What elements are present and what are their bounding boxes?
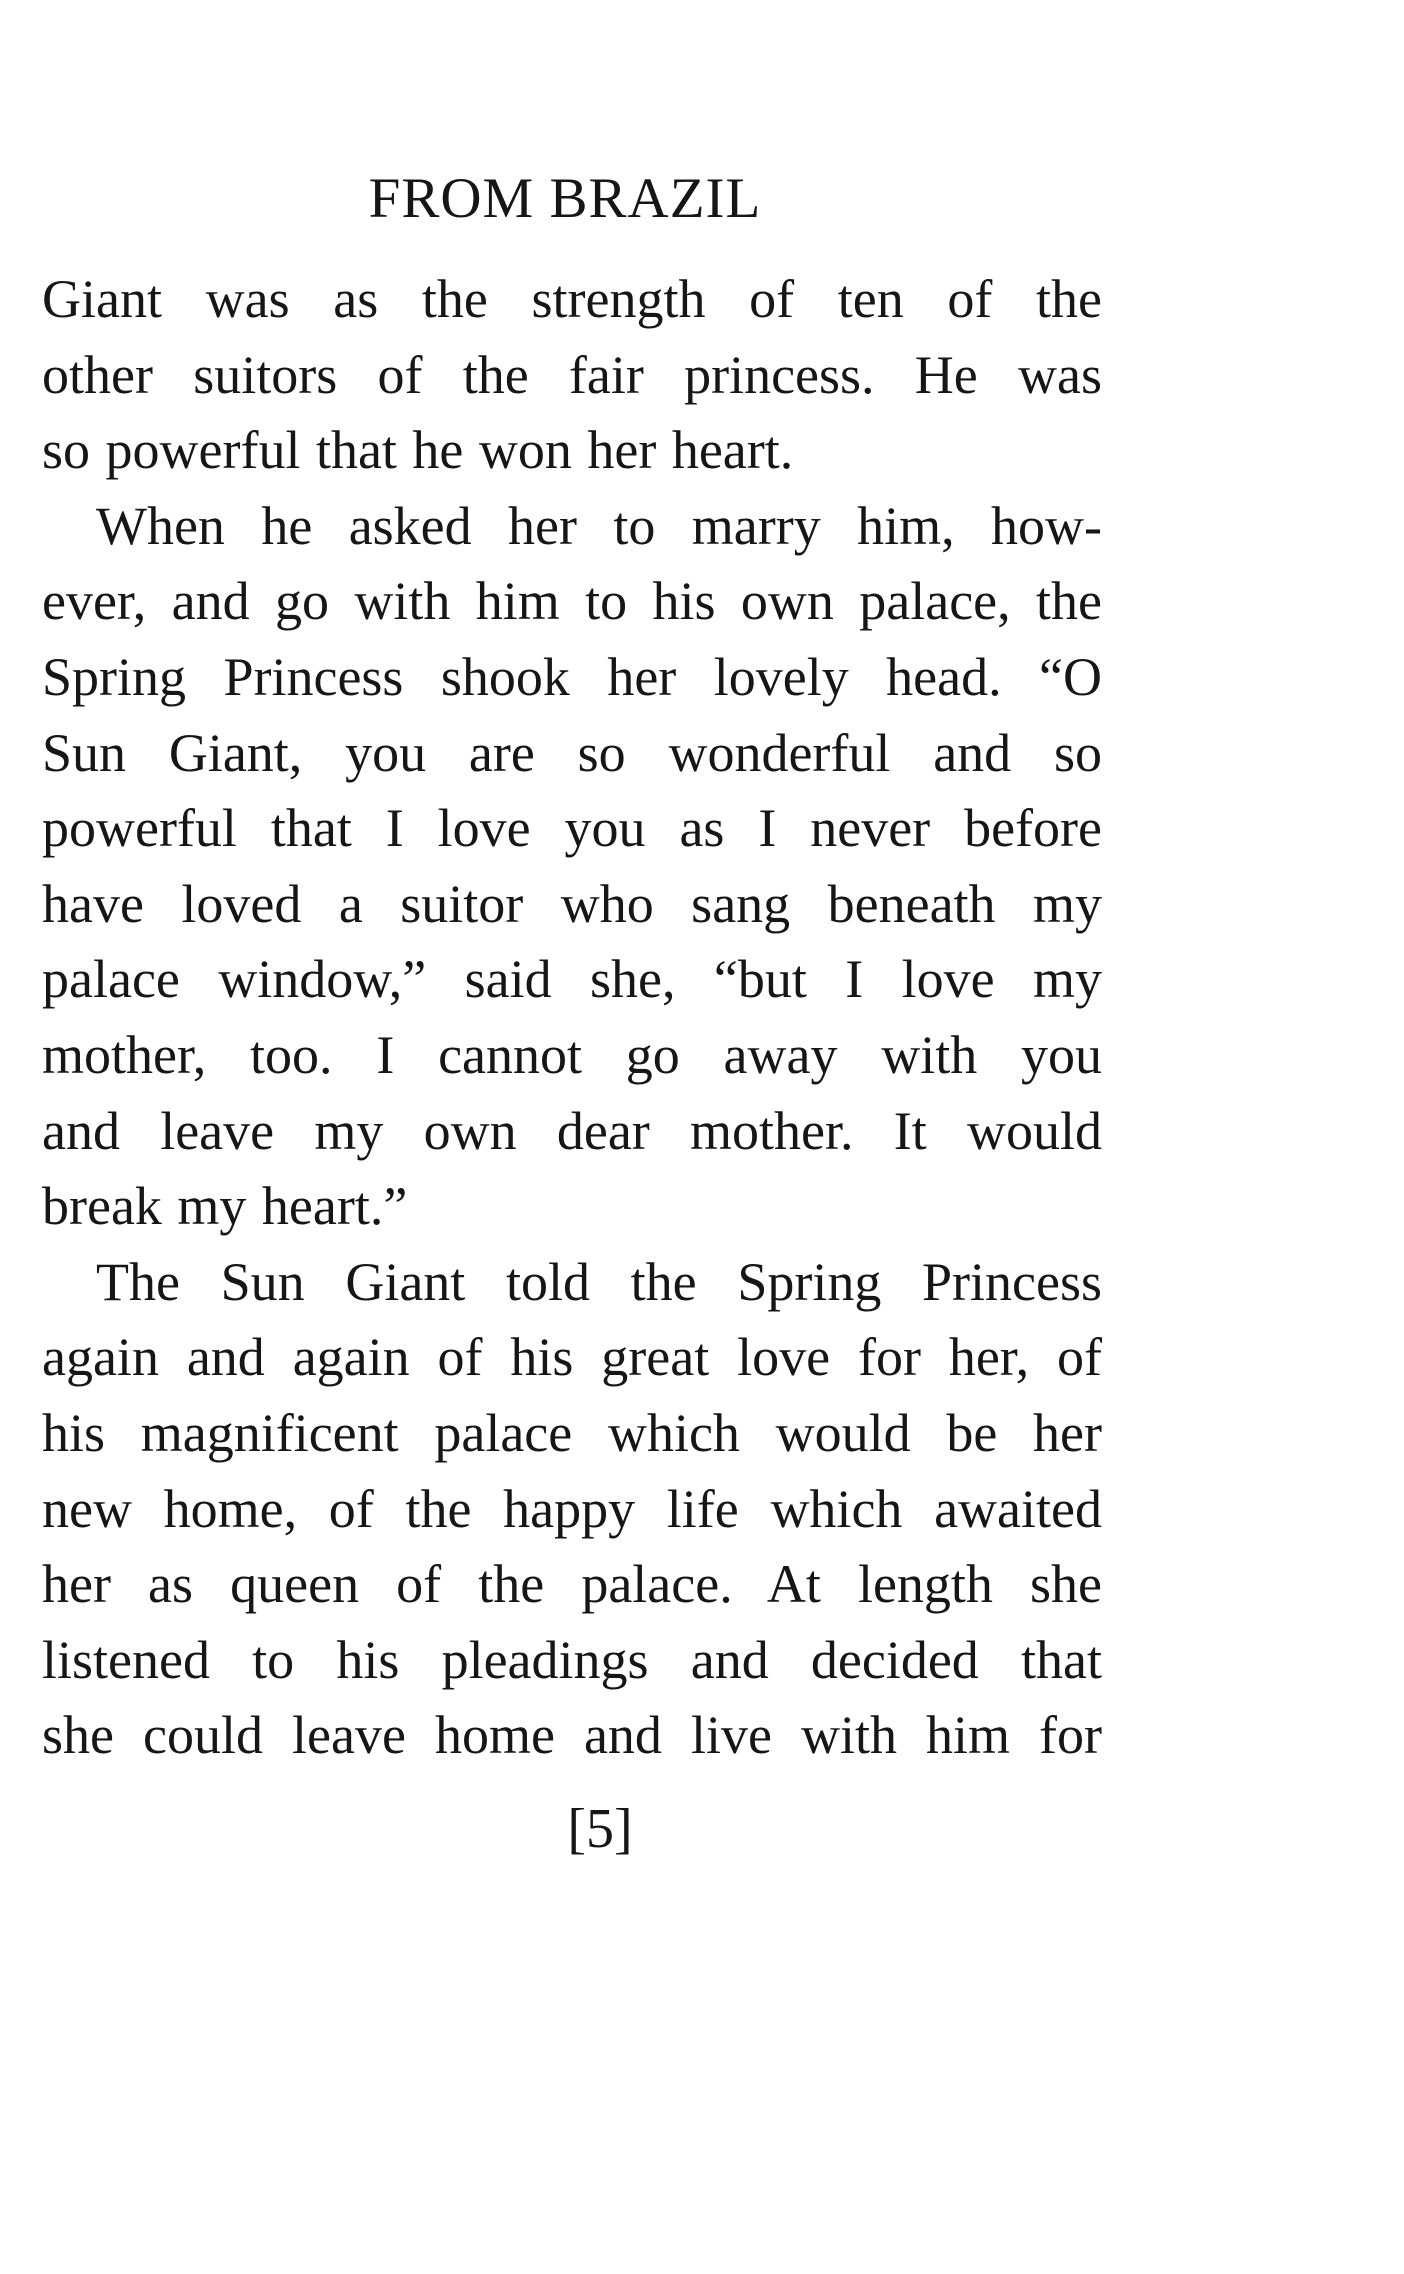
text-line: The Sun Giant told the Spring Princess	[96, 1251, 1102, 1312]
text-line: powerful that I love you as I never before	[42, 798, 1102, 859]
text-line: so powerful that he won her heart.	[42, 420, 794, 481]
text-line: Spring Princess shook her lovely head. “O	[42, 646, 1102, 707]
text-line: When he asked her to marry him, how-	[96, 495, 1102, 556]
text-line: ever, and go with him to his own palace, the	[42, 571, 1102, 632]
body-text	[42, 262, 1102, 1774]
text-line: break my heart.”	[42, 1176, 408, 1237]
text-line: and leave my own dear mother. It would	[42, 1100, 1102, 1161]
text-line: again and again of his great love for her, of	[42, 1327, 1102, 1388]
running-head: FROM BRAZIL	[368, 167, 762, 230]
text-line: Giant was as the strength of ten of the	[42, 269, 1102, 329]
text-line: mother, too. I cannot go away with you	[42, 1024, 1102, 1085]
text-line: have loved a suitor who sang beneath my	[42, 873, 1102, 934]
text-line: her as queen of the palace. At length she	[42, 1554, 1102, 1615]
text-line: she could leave home and live with him for	[42, 1705, 1102, 1766]
text-line: palace window,” said she, “but I love my	[42, 949, 1102, 1010]
text-line: Sun Giant, you are so wonderful and so	[42, 722, 1102, 783]
text-line: listened to his pleadings and decided that	[42, 1629, 1102, 1690]
text-line: other suitors of the fair princess. He was	[42, 344, 1102, 405]
page-number: [5]	[567, 1798, 633, 1860]
text-line: his magnificent palace which would be her	[42, 1402, 1102, 1463]
text-line: new home, of the happy life which awaited	[42, 1478, 1102, 1539]
